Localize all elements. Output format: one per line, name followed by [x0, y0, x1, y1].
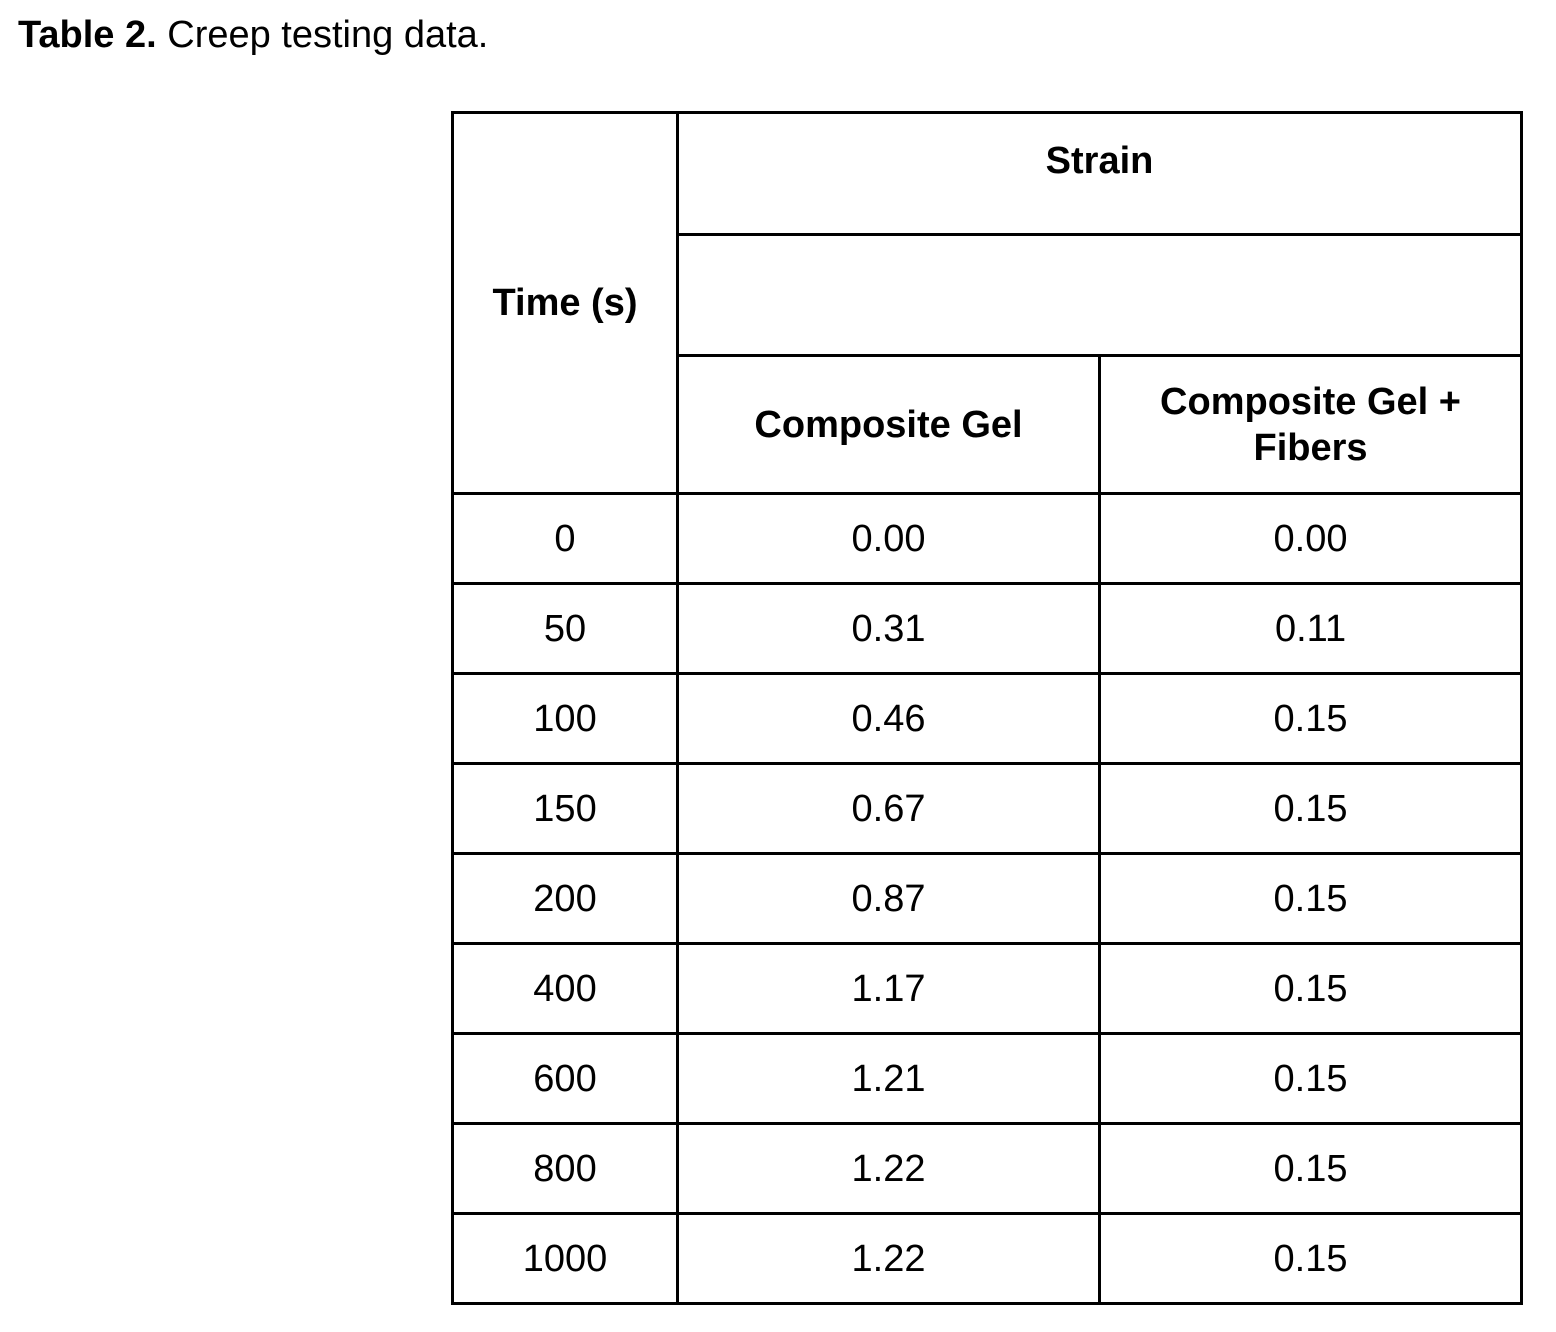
- header-strain: Strain: [678, 113, 1522, 235]
- table-row: [453, 1034, 1522, 1124]
- cell-composite-gel-fibers: 0.15: [1100, 1034, 1522, 1124]
- creep-data-table: [451, 111, 1523, 1305]
- cell-time: 1000: [453, 1214, 678, 1304]
- cell-time: 200: [453, 854, 678, 944]
- table-row: [453, 1124, 1522, 1214]
- cell-composite-gel: 0.31: [678, 584, 1100, 674]
- header-fibers-line1: Composite Gel +: [1160, 380, 1461, 423]
- cell-composite-gel: 1.22: [678, 1214, 1100, 1304]
- cell-time: 50: [453, 584, 678, 674]
- header-composite-gel: Composite Gel: [678, 356, 1100, 494]
- cell-composite-gel-fibers: 0.15: [1100, 854, 1522, 944]
- cell-time: 600: [453, 1034, 678, 1124]
- header-blank-row: [678, 235, 1522, 356]
- table-row: [453, 584, 1522, 674]
- table-row: [453, 764, 1522, 854]
- table-row: [453, 1214, 1522, 1304]
- cell-composite-gel-fibers: 0.15: [1100, 1214, 1522, 1304]
- caption-text: Creep testing data.: [167, 14, 489, 56]
- header-composite-gel-fibers: [1100, 356, 1522, 494]
- cell-time: 100: [453, 674, 678, 764]
- cell-time: 0: [453, 494, 678, 584]
- cell-time: 150: [453, 764, 678, 854]
- table-row: [453, 944, 1522, 1034]
- cell-composite-gel: 0.67: [678, 764, 1100, 854]
- cell-composite-gel: 1.17: [678, 944, 1100, 1034]
- cell-time: 400: [453, 944, 678, 1034]
- cell-composite-gel-fibers: 0.00: [1100, 494, 1522, 584]
- header-fibers-line2: Fibers: [1253, 426, 1368, 469]
- table-row: [453, 494, 1522, 584]
- cell-composite-gel-fibers: 0.15: [1100, 674, 1522, 764]
- table-row: [453, 854, 1522, 944]
- cell-composite-gel: 0.00: [678, 494, 1100, 584]
- cell-composite-gel: 0.46: [678, 674, 1100, 764]
- header-time: Time (s): [453, 113, 678, 494]
- cell-composite-gel-fibers: 0.15: [1100, 764, 1522, 854]
- cell-composite-gel-fibers: 0.15: [1100, 944, 1522, 1034]
- cell-composite-gel-fibers: 0.11: [1100, 584, 1522, 674]
- cell-composite-gel-fibers: 0.15: [1100, 1124, 1522, 1214]
- cell-composite-gel: 1.22: [678, 1124, 1100, 1214]
- table-caption: [18, 12, 488, 58]
- cell-composite-gel: 0.87: [678, 854, 1100, 944]
- table-row: [453, 674, 1522, 764]
- cell-time: 800: [453, 1124, 678, 1214]
- caption-label: Table 2.: [18, 14, 157, 56]
- cell-composite-gel: 1.21: [678, 1034, 1100, 1124]
